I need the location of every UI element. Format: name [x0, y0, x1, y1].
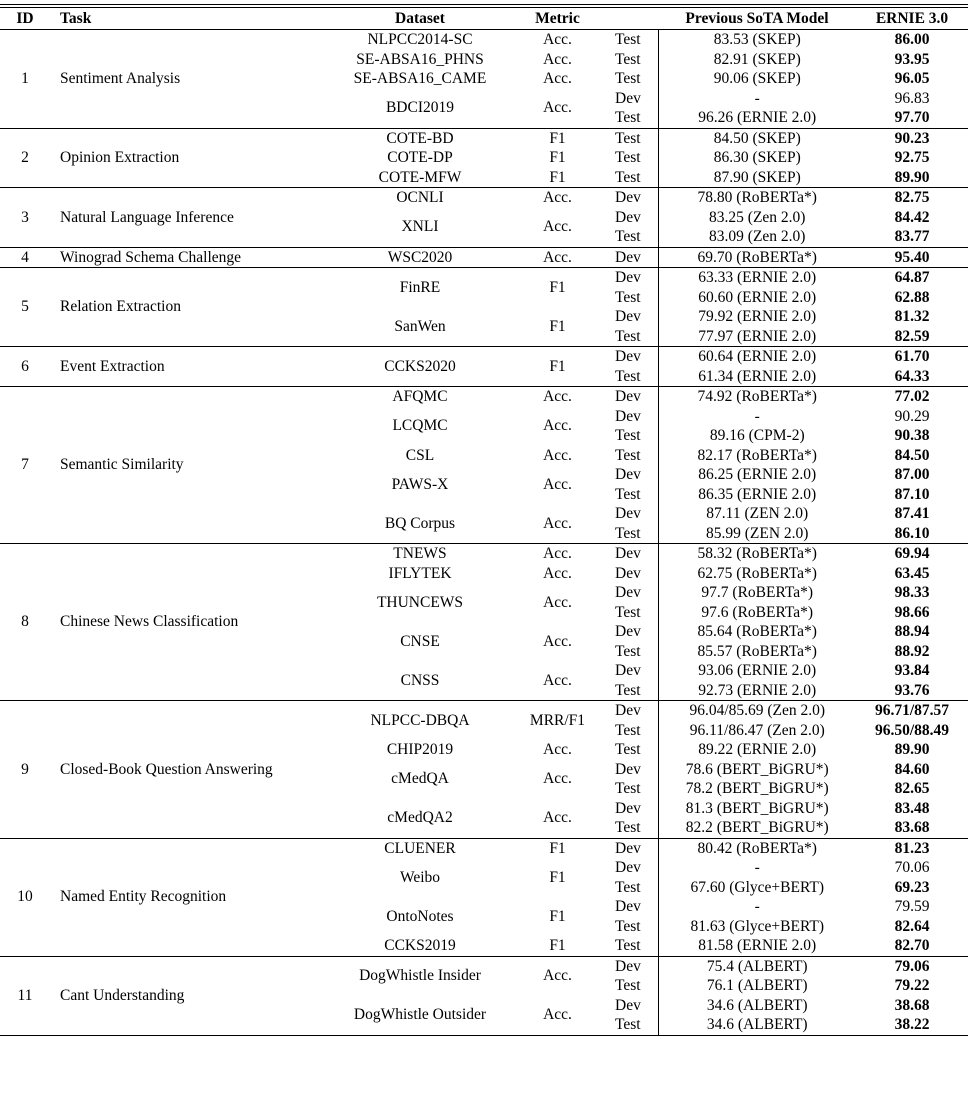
- ernie-value: 96.05: [894, 70, 930, 87]
- dataset-name: WSC2020: [320, 247, 520, 268]
- dataset-name: SE-ABSA16_CAME: [353, 70, 487, 87]
- previous-sota-value: 60.64 (ERNIE 2.0): [658, 347, 856, 367]
- metric: Acc.: [543, 809, 572, 827]
- ernie-value: 70.06: [894, 859, 930, 876]
- table-row: [0, 701, 968, 721]
- task-name: Relation Extraction: [50, 268, 320, 347]
- ernie-value: 83.68: [894, 819, 930, 836]
- split: Dev: [595, 504, 658, 524]
- dataset-name: DogWhistle Insider: [320, 956, 520, 996]
- metric: Acc.: [543, 99, 572, 117]
- ernie-value: 88.92: [894, 642, 930, 660]
- previous-sota-value: 78.80 (RoBERTa*): [658, 188, 856, 208]
- split: Dev: [595, 583, 658, 603]
- previous-sota-value: 92.73 (ERNIE 2.0): [698, 681, 817, 699]
- metric: Acc.: [543, 514, 572, 532]
- previous-sota-value: 81.63 (Glyce+BERT): [690, 917, 824, 935]
- ernie-value: 97.70: [894, 109, 930, 126]
- ernie-value: 79.06: [856, 956, 968, 976]
- ernie-value: 79.59: [894, 898, 930, 915]
- previous-sota-value: -: [754, 407, 760, 425]
- ernie-value: 77.02: [856, 387, 968, 407]
- task-id: 1: [21, 70, 29, 87]
- metric: F1: [549, 907, 566, 925]
- task-id: 4: [0, 247, 50, 268]
- task-id: 2: [0, 128, 50, 188]
- previous-sota-value: 34.6 (ALBERT): [706, 996, 808, 1014]
- previous-sota-value: 97.6 (RoBERTa*): [701, 603, 814, 621]
- dataset-name: OntoNotes: [386, 907, 454, 925]
- ernie-value: 89.90: [894, 168, 930, 186]
- previous-sota-value: 80.42 (RoBERTa*): [658, 838, 856, 858]
- split: Test: [595, 721, 658, 741]
- split: Dev: [595, 307, 658, 327]
- ernie-value: 96.50/88.49: [874, 721, 950, 739]
- split: Test: [595, 288, 658, 308]
- task-name: Sentiment Analysis: [60, 70, 181, 87]
- previous-sota-value: 62.75 (RoBERTa*): [697, 564, 817, 582]
- dataset-name: BQ Corpus: [384, 514, 456, 532]
- task-name: Closed-Book Question Answering: [50, 701, 320, 839]
- split: Dev: [595, 701, 658, 721]
- split: Dev: [595, 247, 658, 268]
- previous-sota-value: 74.92 (RoBERTa*): [658, 387, 856, 407]
- metric: Acc.: [520, 247, 595, 268]
- split: Dev: [595, 188, 658, 208]
- metric: Acc.: [543, 632, 572, 650]
- metric: F1: [549, 937, 566, 954]
- metric: Acc.: [543, 31, 572, 48]
- previous-sota-value: 85.99 (ZEN 2.0): [706, 524, 809, 542]
- metric: Acc.: [543, 564, 572, 582]
- ernie-value: 93.84: [894, 662, 930, 679]
- split: Test: [595, 1015, 658, 1035]
- split: Test: [595, 108, 658, 128]
- split: Dev: [595, 897, 658, 917]
- previous-sota-value: 87.11 (ZEN 2.0): [706, 505, 809, 522]
- split: Dev: [595, 622, 658, 642]
- previous-sota-value: -: [754, 89, 760, 107]
- split: Dev: [595, 661, 658, 681]
- split: Test: [595, 936, 658, 956]
- dataset-name: XNLI: [401, 218, 439, 236]
- split: Test: [595, 69, 658, 89]
- previous-sota-value: 86.35 (ERNIE 2.0): [698, 485, 817, 503]
- dataset-name: SanWen: [394, 317, 446, 335]
- ernie-value: 62.88: [894, 288, 930, 306]
- header-dataset: Dataset: [320, 8, 520, 30]
- split: Test: [595, 740, 658, 760]
- dataset-name: COTE-DP: [387, 149, 453, 166]
- split: Dev: [595, 858, 658, 878]
- metric: F1: [520, 268, 595, 308]
- previous-sota-value: -: [754, 898, 760, 915]
- ernie-value: 90.38: [894, 427, 930, 444]
- dataset-name: LCQMC: [392, 417, 448, 435]
- split: Test: [595, 681, 658, 701]
- split: Test: [595, 485, 658, 505]
- split: Test: [595, 917, 658, 937]
- split: Test: [595, 30, 658, 50]
- ernie-value: 61.70: [856, 347, 968, 367]
- split: Test: [595, 976, 658, 996]
- ernie-value: 84.42: [894, 208, 930, 226]
- previous-sota-value: 83.53 (SKEP): [713, 31, 801, 48]
- dataset-name: COTE-MFW: [378, 168, 462, 186]
- task-id: 3: [0, 188, 50, 248]
- task-name: Winograd Schema Challenge: [50, 247, 320, 268]
- previous-sota-value: 79.92 (ERNIE 2.0): [698, 308, 817, 325]
- ernie-value: 93.95: [894, 50, 930, 68]
- ernie-value: 98.66: [894, 603, 930, 621]
- ernie-value: 98.33: [894, 584, 930, 601]
- task-name: Natural Language Inference: [50, 188, 320, 248]
- header-split: [595, 8, 658, 30]
- previous-sota-value: 93.06 (ERNIE 2.0): [698, 662, 817, 679]
- table-row: [0, 544, 968, 564]
- previous-sota-value: 85.64 (RoBERTa*): [697, 623, 817, 640]
- ernie-value: 86.00: [894, 31, 930, 48]
- dataset-name: BDCI2019: [385, 99, 455, 117]
- metric: Acc.: [543, 593, 572, 611]
- header-task: Task: [50, 8, 320, 30]
- ernie-value: 84.60: [894, 760, 930, 778]
- metric: F1: [520, 838, 595, 858]
- split: Test: [595, 779, 658, 799]
- split: Dev: [595, 268, 658, 288]
- previous-sota-value: 82.91 (SKEP): [713, 50, 801, 68]
- table-body: [0, 30, 968, 1036]
- metric: Acc.: [543, 770, 572, 788]
- previous-sota-value: 83.25 (Zen 2.0): [709, 208, 806, 226]
- table-row: [0, 268, 968, 288]
- ernie-value: 86.10: [894, 524, 930, 542]
- previous-sota-value: 96.26 (ERNIE 2.0): [698, 109, 817, 126]
- ernie-value: 87.41: [894, 505, 930, 522]
- dataset-name: CNSE: [400, 632, 440, 650]
- split: Test: [595, 50, 658, 70]
- dataset-name: CSL: [405, 446, 435, 464]
- metric: Acc.: [520, 544, 595, 564]
- metric: Acc.: [543, 417, 572, 435]
- previous-sota-value: -: [754, 859, 760, 876]
- ernie-value: 64.33: [894, 367, 930, 385]
- ernie-value: 93.76: [894, 681, 930, 699]
- ernie-value: 38.22: [894, 1016, 930, 1033]
- dataset-name: CHIP2019: [386, 741, 454, 758]
- dataset-name: AFQMC: [320, 387, 520, 407]
- task-name: Event Extraction: [50, 347, 320, 387]
- ernie-value: 96.83: [894, 89, 930, 107]
- metric: F1: [549, 868, 566, 886]
- previous-sota-value: 76.1 (ALBERT): [706, 977, 808, 994]
- ernie-value: 82.70: [894, 937, 930, 954]
- ernie-value: 82.64: [894, 917, 930, 935]
- split: Dev: [595, 838, 658, 858]
- split: Test: [595, 327, 658, 347]
- split: Dev: [595, 544, 658, 564]
- table-row: [0, 247, 968, 268]
- dataset-name: FinRE: [320, 268, 520, 308]
- split: Dev: [595, 89, 658, 109]
- ernie-value: 92.75: [894, 149, 930, 166]
- table-row: [0, 838, 968, 858]
- previous-sota-value: 87.90 (SKEP): [713, 168, 801, 186]
- previous-sota-value: 82.17 (RoBERTa*): [697, 446, 817, 464]
- header-ernie: ERNIE 3.0: [856, 8, 968, 30]
- dataset-name: PAWS-X: [391, 475, 449, 493]
- table-row: [0, 30, 968, 50]
- metric: Acc.: [543, 1006, 572, 1024]
- results-table: [0, 7, 968, 1036]
- ernie-value: 83.77: [894, 228, 930, 245]
- header-previous-sota: Previous SoTA Model: [658, 8, 856, 30]
- previous-sota-value: 60.60 (ERNIE 2.0): [698, 288, 817, 306]
- ernie-value: 82.59: [894, 327, 930, 345]
- ernie-value: 96.71/87.57: [856, 701, 968, 721]
- previous-sota-value: 77.97 (ERNIE 2.0): [698, 327, 817, 345]
- task-name: Named Entity Recognition: [50, 838, 320, 956]
- metric: F1: [549, 149, 566, 166]
- table-row: [0, 128, 968, 148]
- dataset-name: cMedQA: [391, 770, 449, 788]
- metric: Acc.: [543, 50, 572, 68]
- ernie-value: 87.10: [894, 485, 930, 503]
- dataset-name: CCKS2020: [320, 347, 520, 387]
- task-name: Semantic Similarity: [50, 387, 320, 544]
- dataset-name: OCNLI: [320, 188, 520, 208]
- split: Dev: [595, 407, 658, 427]
- metric: F1: [520, 347, 595, 387]
- split: Test: [595, 446, 658, 466]
- previous-sota-value: 82.2 (BERT_BiGRU*): [685, 819, 829, 836]
- previous-sota-value: 89.22 (ERNIE 2.0): [698, 741, 817, 758]
- ernie-value: 82.65: [894, 780, 930, 797]
- split: Test: [595, 878, 658, 898]
- task-id: 11: [0, 956, 50, 1035]
- dataset-name: cMedQA2: [387, 809, 453, 827]
- split: Test: [595, 128, 658, 148]
- dataset-name: SE-ABSA16_PHNS: [356, 50, 484, 68]
- ernie-value: 81.23: [856, 838, 968, 858]
- previous-sota-value: 90.06 (SKEP): [713, 70, 801, 87]
- split: Dev: [595, 956, 658, 976]
- ernie-value: 63.45: [894, 564, 930, 582]
- previous-sota-value: 96.04/85.69 (Zen 2.0): [658, 701, 856, 721]
- previous-sota-value: 78.2 (BERT_BiGRU*): [685, 780, 829, 797]
- previous-sota-value: 85.57 (RoBERTa*): [697, 642, 817, 660]
- task-id: 10: [0, 838, 50, 956]
- split: Test: [595, 168, 658, 188]
- split: Test: [595, 524, 658, 544]
- previous-sota-value: 97.7 (RoBERTa*): [701, 584, 814, 601]
- dataset-name: THUNCEWS: [376, 593, 464, 611]
- header-row: [0, 8, 968, 30]
- metric: MRR/F1: [520, 701, 595, 741]
- ernie-value: 95.40: [856, 247, 968, 268]
- previous-sota-value: 58.32 (RoBERTa*): [658, 544, 856, 564]
- dataset-name: CNSS: [400, 671, 440, 689]
- previous-sota-value: 78.6 (BERT_BiGRU*): [685, 760, 829, 778]
- task-name: Opinion Extraction: [50, 128, 320, 188]
- previous-sota-value: 86.25 (ERNIE 2.0): [698, 466, 817, 483]
- metric: F1: [520, 128, 595, 148]
- table-row: [0, 347, 968, 367]
- header-metric: Metric: [520, 8, 595, 30]
- ernie-value: 90.23: [856, 128, 968, 148]
- dataset-name: COTE-BD: [320, 128, 520, 148]
- split: Test: [595, 426, 658, 446]
- previous-sota-value: 34.6 (ALBERT): [706, 1016, 808, 1033]
- dataset-name: NLPCC-DBQA: [320, 701, 520, 741]
- metric: Acc.: [543, 218, 572, 236]
- task-id: 9: [0, 701, 50, 839]
- split: Dev: [595, 465, 658, 485]
- task-id: 7: [0, 387, 50, 544]
- dataset-name: Weibo: [399, 868, 441, 886]
- dataset-name: IFLYTEK: [388, 564, 452, 582]
- previous-sota-value: 86.30 (SKEP): [713, 149, 801, 166]
- metric: F1: [549, 317, 566, 335]
- ernie-value: 83.48: [894, 799, 930, 817]
- ernie-value: 82.75: [856, 188, 968, 208]
- previous-sota-value: 96.11/86.47 (Zen 2.0): [689, 721, 825, 739]
- ernie-value: 87.00: [894, 466, 930, 483]
- metric: Acc.: [520, 387, 595, 407]
- metric: Acc.: [543, 741, 572, 758]
- metric: Acc.: [543, 446, 572, 464]
- split: Dev: [595, 760, 658, 780]
- split: Dev: [595, 387, 658, 407]
- ernie-value: 38.68: [894, 996, 930, 1014]
- split: Dev: [595, 564, 658, 584]
- dataset-name: TNEWS: [320, 544, 520, 564]
- previous-sota-value: 81.58 (ERNIE 2.0): [698, 937, 817, 954]
- previous-sota-value: 61.34 (ERNIE 2.0): [698, 367, 817, 385]
- split: Dev: [595, 208, 658, 228]
- task-name: Cant Understanding: [50, 956, 320, 1035]
- split: Test: [595, 818, 658, 838]
- metric: Acc.: [543, 671, 572, 689]
- metric: Acc.: [543, 70, 572, 87]
- previous-sota-value: 67.60 (Glyce+BERT): [690, 878, 824, 896]
- ernie-value: 69.23: [894, 878, 930, 896]
- ernie-value: 64.87: [856, 268, 968, 288]
- metric: Acc.: [520, 956, 595, 996]
- previous-sota-value: 89.16 (CPM-2): [709, 427, 805, 444]
- metric: Acc.: [543, 475, 572, 493]
- split: Test: [595, 603, 658, 623]
- split: Dev: [595, 347, 658, 367]
- ernie-value: 79.22: [894, 977, 930, 994]
- ernie-value: 90.29: [894, 407, 930, 425]
- dataset-name: DogWhistle Outsider: [353, 1006, 487, 1024]
- task-id: 6: [0, 347, 50, 387]
- header-id: ID: [0, 8, 50, 30]
- table-row: [0, 188, 968, 208]
- split: Dev: [595, 996, 658, 1016]
- previous-sota-value: 81.3 (BERT_BiGRU*): [685, 799, 829, 817]
- previous-sota-value: 84.50 (SKEP): [658, 128, 856, 148]
- task-id: 8: [0, 544, 50, 701]
- dataset-name: CLUENER: [320, 838, 520, 858]
- dataset-name: NLPCC2014-SC: [367, 31, 473, 48]
- task-id: 5: [0, 268, 50, 347]
- table-row: [0, 387, 968, 407]
- split: Test: [595, 227, 658, 247]
- metric: Acc.: [520, 188, 595, 208]
- split: Dev: [595, 799, 658, 819]
- previous-sota-value: 75.4 (ALBERT): [658, 956, 856, 976]
- ernie-value: 89.90: [894, 741, 930, 758]
- previous-sota-value: 69.70 (RoBERTa*): [658, 247, 856, 268]
- ernie-value: 84.50: [894, 446, 930, 464]
- table-row: [0, 956, 968, 976]
- previous-sota-value: 83.09 (Zen 2.0): [709, 228, 806, 245]
- split: Test: [595, 367, 658, 387]
- metric: F1: [549, 168, 566, 186]
- ernie-value: 88.94: [894, 623, 930, 640]
- ernie-value: 81.32: [894, 308, 930, 325]
- dataset-name: CCKS2019: [384, 937, 456, 954]
- split: Test: [595, 148, 658, 168]
- split: Test: [595, 642, 658, 662]
- previous-sota-value: 63.33 (ERNIE 2.0): [658, 268, 856, 288]
- ernie-value: 69.94: [856, 544, 968, 564]
- task-name: Chinese News Classification: [50, 544, 320, 701]
